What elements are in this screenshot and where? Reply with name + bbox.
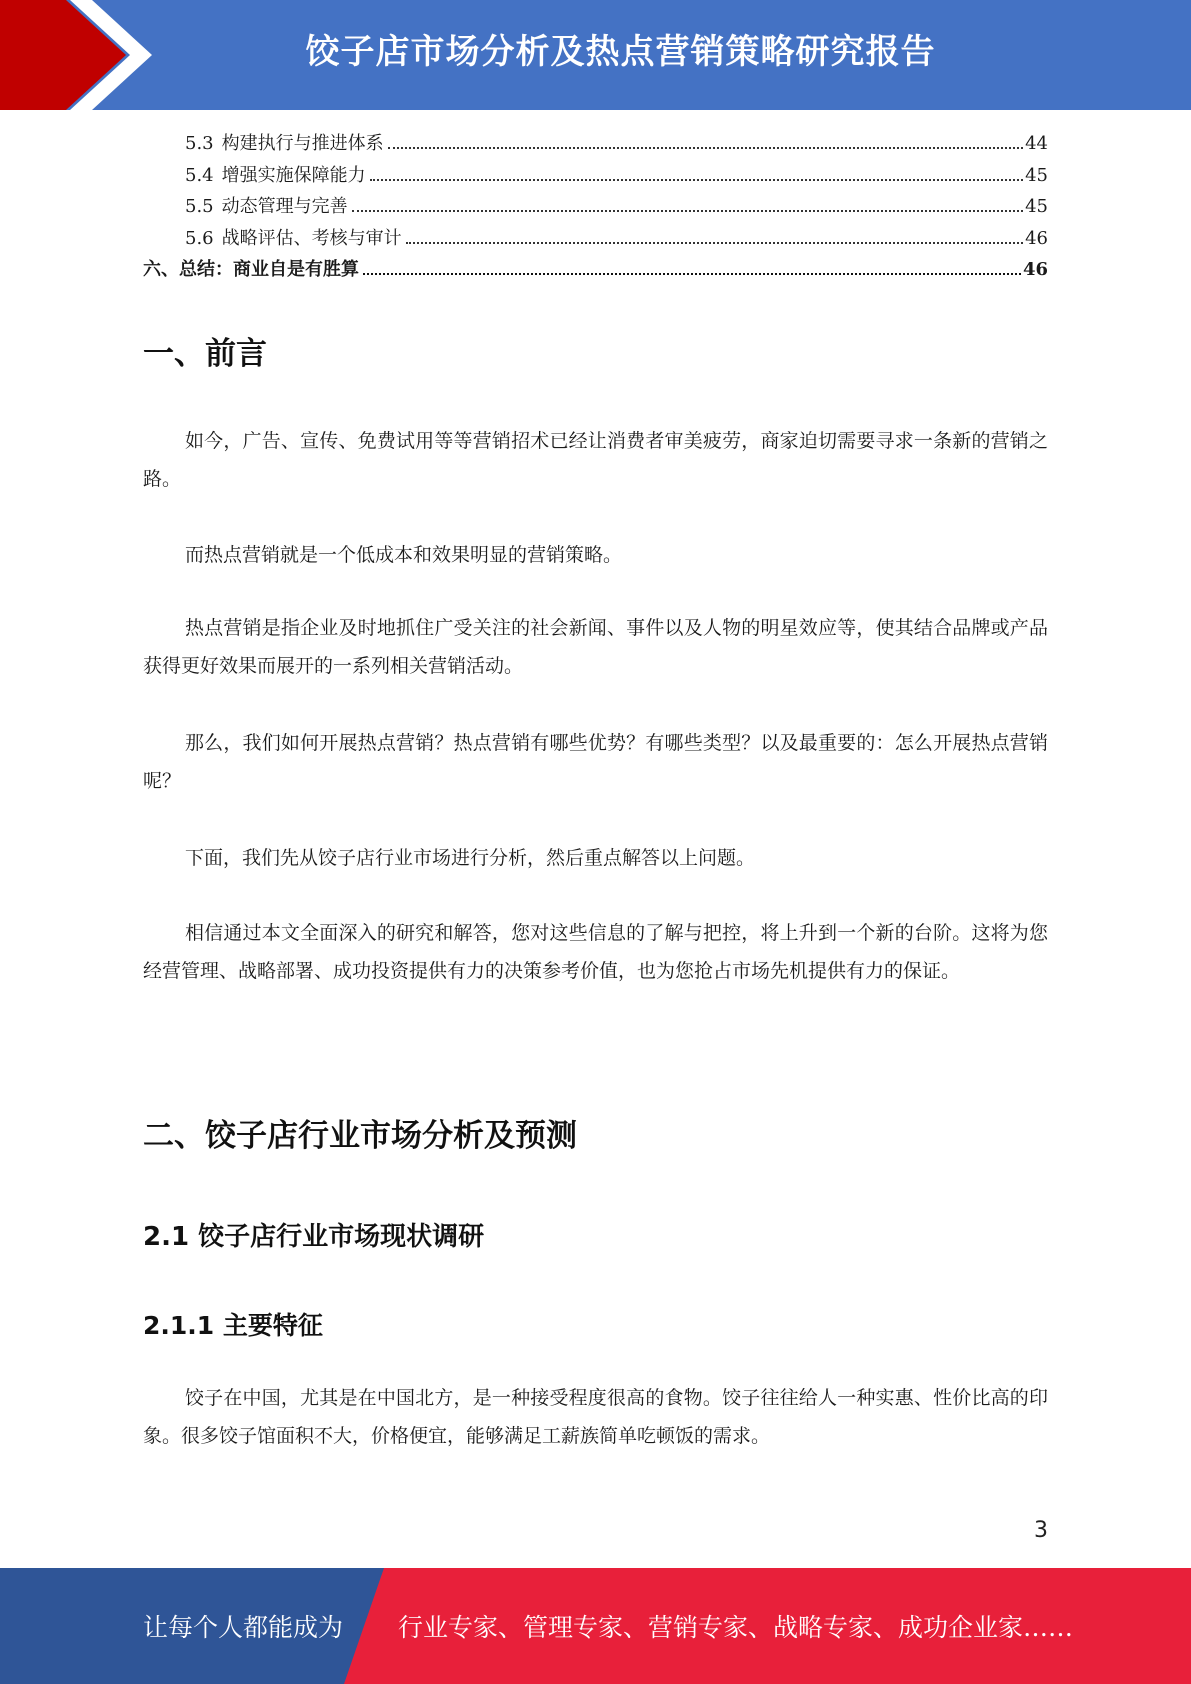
toc-leader bbox=[370, 179, 1023, 181]
toc-leader bbox=[388, 147, 1023, 149]
toc-number: 5.3 bbox=[185, 133, 214, 154]
toc-page-number: 45 bbox=[1025, 164, 1048, 186]
section-heading-market-analysis: 二、饺子店行业市场分析及预测 bbox=[143, 1118, 577, 1154]
toc-entry[interactable] bbox=[143, 192, 1048, 224]
toc-page-number: 46 bbox=[1022, 259, 1048, 280]
toc-title: 动态管理与完善 bbox=[221, 196, 348, 217]
footer-slogan-right: 行业专家、管理专家、营销专家、战略专家、成功企业家…… bbox=[398, 1613, 1074, 1642]
toc-number: 5.5 bbox=[185, 196, 214, 217]
paragraph: 下面，我们先从饺子店行业市场进行分析，然后重点解答以上问题。 bbox=[185, 847, 756, 869]
toc-page-number: 44 bbox=[1025, 133, 1048, 154]
toc-page-number: 46 bbox=[1025, 227, 1048, 249]
toc-title: 战略评估、考核与审计 bbox=[221, 227, 402, 249]
subsubsection-heading: 2.1.1 主要特征 bbox=[143, 1311, 323, 1340]
toc-entry[interactable] bbox=[143, 224, 1048, 256]
footer-banner bbox=[0, 1568, 1191, 1684]
toc-title: 六、总结：商业自是有胜算 bbox=[143, 259, 359, 280]
toc-leader bbox=[352, 210, 1023, 212]
subsection-heading: 2.1 饺子店行业市场现状调研 bbox=[143, 1222, 485, 1252]
header-banner bbox=[0, 0, 1191, 110]
table-of-contents bbox=[143, 129, 1048, 287]
toc-entry[interactable] bbox=[143, 129, 1048, 161]
paragraph: 热点营销是指企业及时地抓住广受关注的社会新闻、事件以及人物的明星效应等，使其结合品牌或产品获得更好效果而展开的一系列相关营销活动。 bbox=[143, 617, 1048, 677]
paragraph: 如今，广告、宣传、免费试用等等营销招术已经让消费者审美疲劳，商家迫切需要寻求一条新的营销之路。 bbox=[143, 430, 1048, 490]
paragraph: 饺子在中国，尤其是在中国北方，是一种接受程度很高的食物。饺子往往给人一种实惠、性价比高的印象。很多饺子馆面积不大，价格便宜，能够满足工薪族简单吃顿饭的需求。 bbox=[143, 1387, 1048, 1447]
toc-number: 5.4 bbox=[185, 164, 214, 186]
page-number: 3 bbox=[1034, 1518, 1048, 1543]
toc-page-number: 45 bbox=[1025, 196, 1048, 217]
footer-slogan-left: 让每个人都能成为 bbox=[143, 1613, 344, 1642]
paragraph: 相信通过本文全面深入的研究和解答，您对这些信息的了解与把控，将上升到一个新的台阶。这将为您经营管理、战略部署、成功投资提供有力的决策参考价值，也为您抢占市场先机提供有力的保证。 bbox=[143, 922, 1048, 982]
paragraph: 而热点营销就是一个低成本和效果明显的营销策略。 bbox=[185, 544, 623, 566]
toc-entry[interactable] bbox=[143, 161, 1048, 193]
toc-entry[interactable] bbox=[143, 255, 1048, 287]
report-title: 饺子店市场分析及热点营销策略研究报告 bbox=[305, 32, 936, 72]
toc-title: 构建执行与推进体系 bbox=[221, 133, 384, 154]
toc-title: 增强实施保障能力 bbox=[221, 164, 366, 186]
toc-leader bbox=[363, 273, 1021, 275]
section-heading-preface: 一、前言 bbox=[143, 336, 267, 372]
paragraph: 那么，我们如何开展热点营销？热点营销有哪些优势？有哪些类型？以及最重要的：怎么开展热点营销呢？ bbox=[143, 732, 1048, 792]
toc-leader bbox=[406, 242, 1023, 244]
toc-number: 5.6 bbox=[185, 227, 214, 249]
